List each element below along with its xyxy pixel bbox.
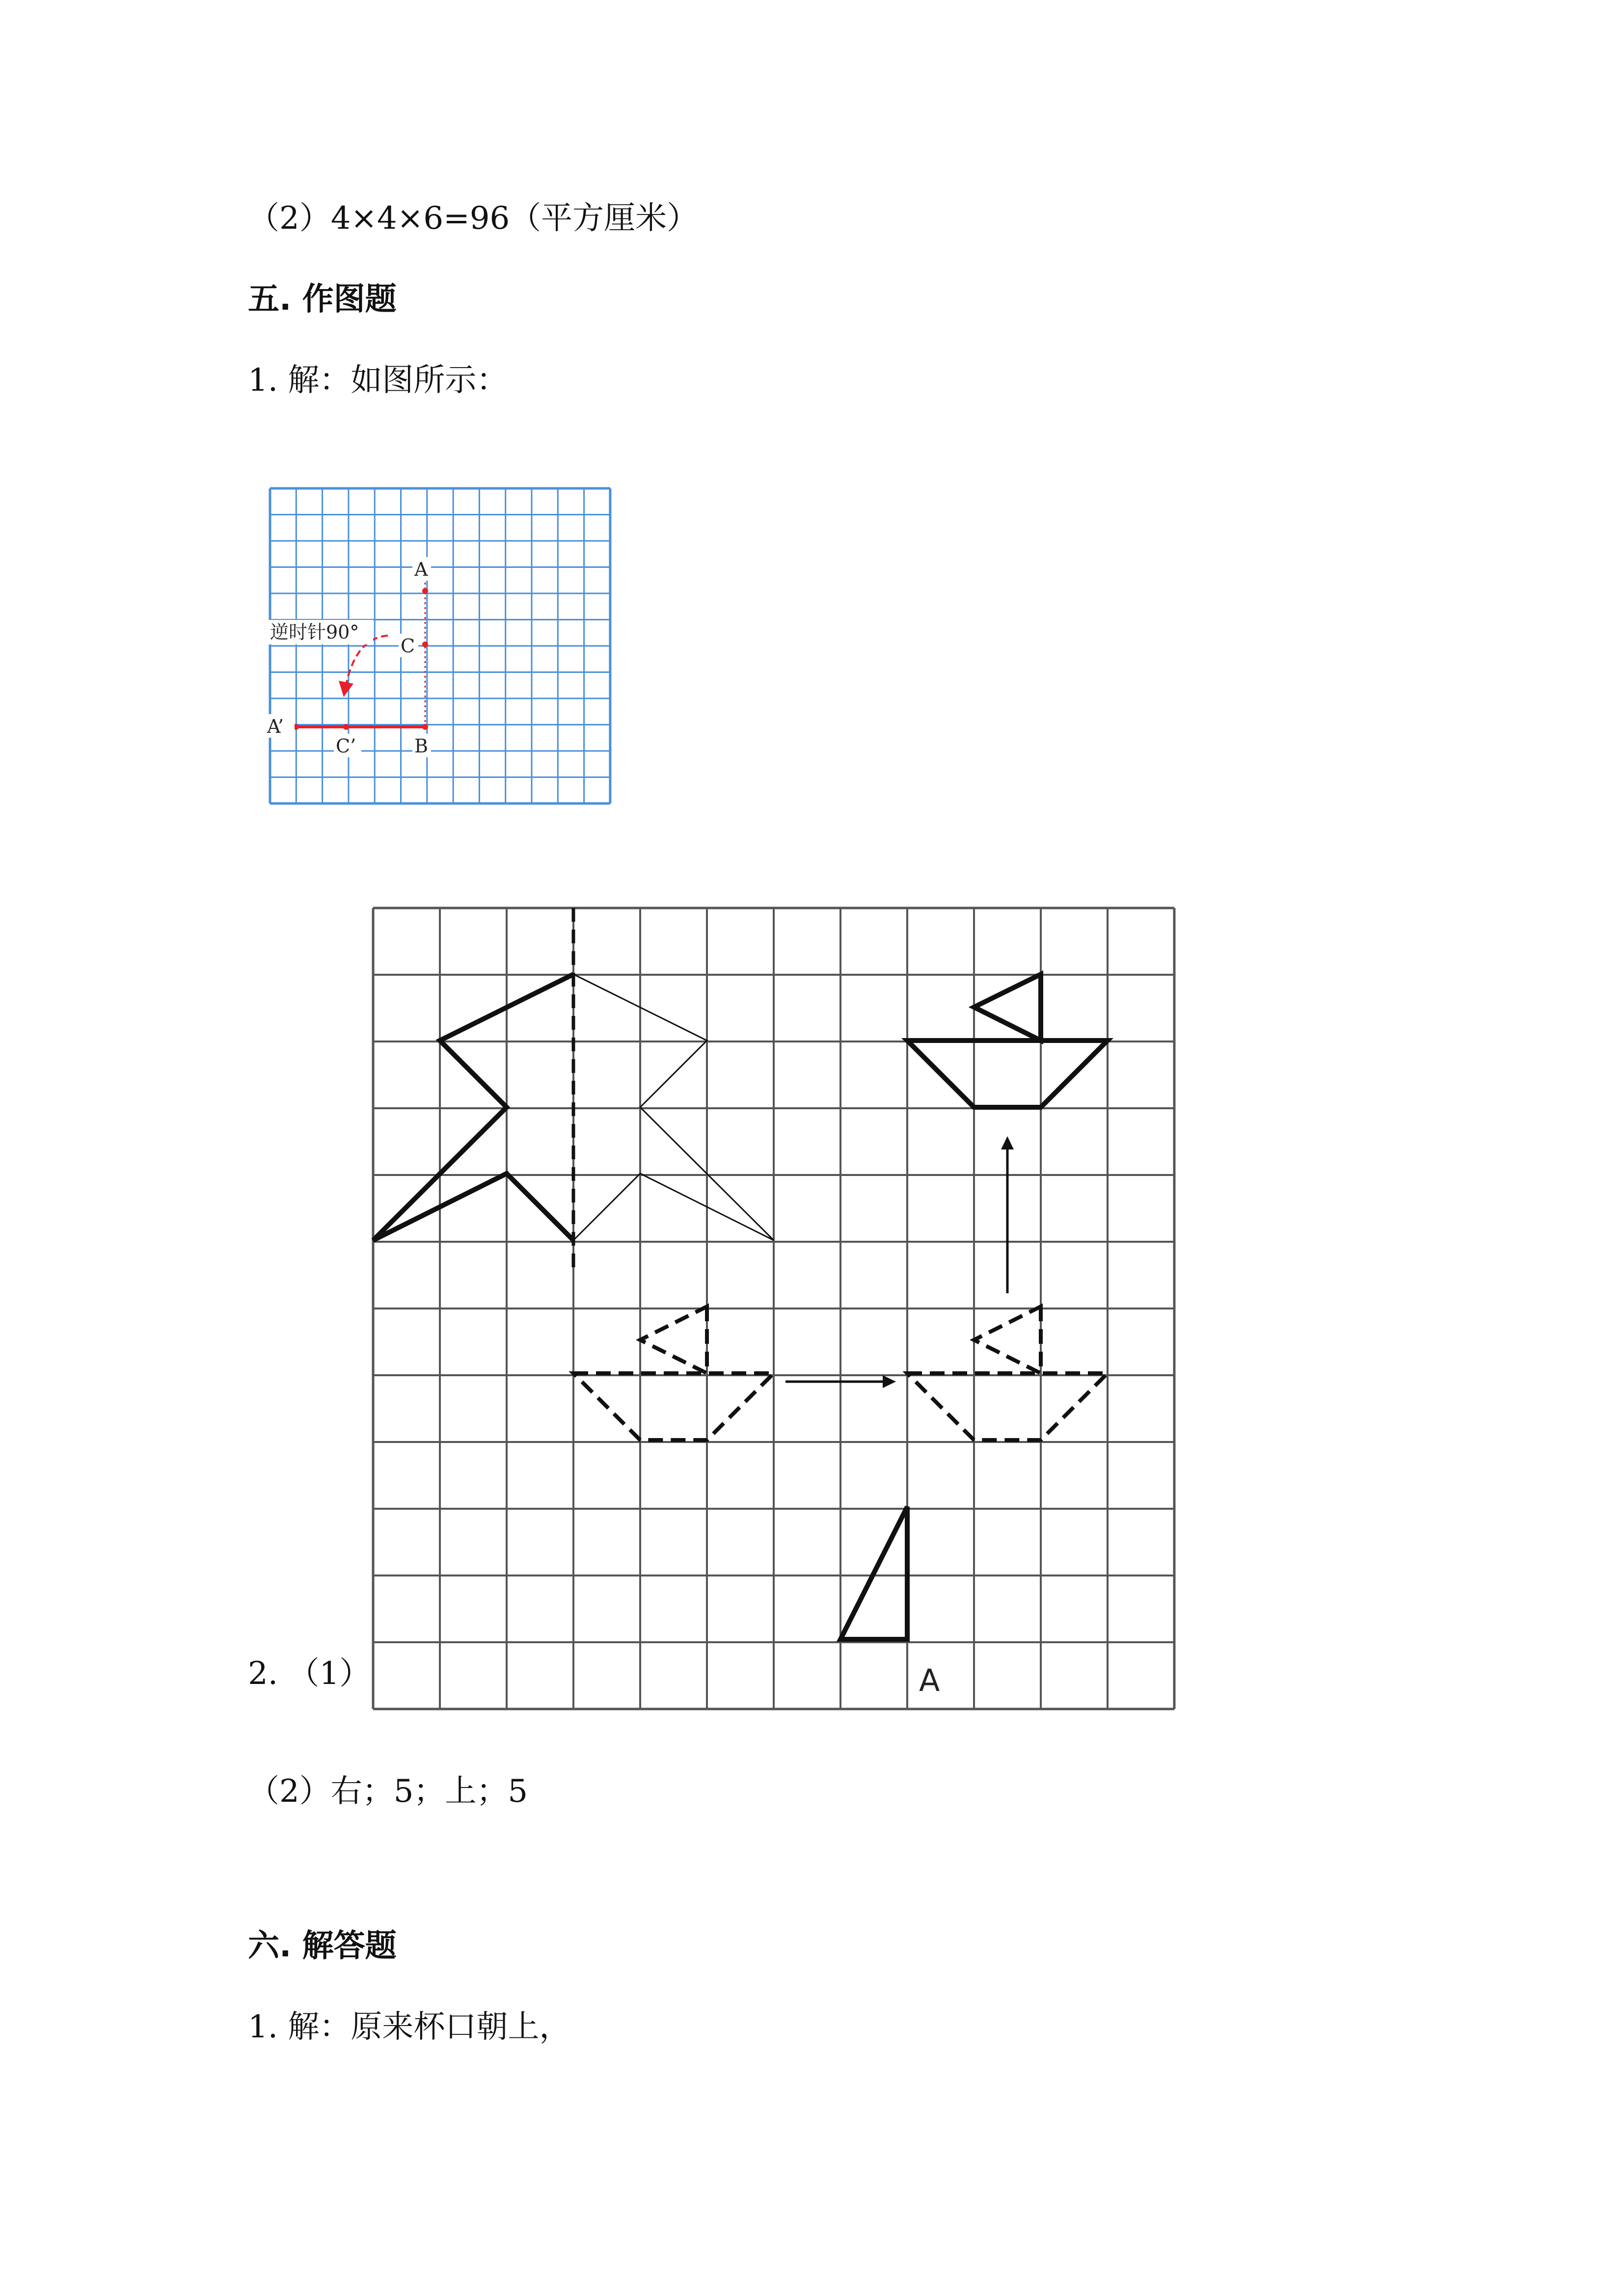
section-5-title: 五. 作图题 [248, 281, 397, 318]
boat-translated-right [907, 1307, 1108, 1440]
q6-1-answer: 1. 解：原来杯口朝上， [248, 2009, 571, 2045]
rotation-arrowhead-icon [339, 681, 353, 697]
label-c: C [401, 635, 415, 657]
q2-part2: （2）右；5；上；5 [248, 1773, 528, 1810]
boat-final [907, 974, 1108, 1107]
point-b [422, 724, 428, 730]
arrow-right-icon [883, 1375, 896, 1388]
black-grid [373, 908, 1174, 1709]
label-a: A [414, 559, 428, 580]
translation-figure [373, 908, 1188, 1723]
triangle-a-label: A [919, 1662, 940, 1698]
rotation-label: 逆时针90° [270, 621, 359, 643]
q1-answer: 1. 解：如图所示： [248, 362, 508, 399]
answer-4-2: （2）4×4×6=96（平方厘米） [248, 200, 699, 237]
section-6-title: 六. 解答题 [248, 1928, 397, 1964]
blue-grid [270, 488, 610, 803]
point-c [422, 641, 428, 647]
boat-original [573, 1307, 774, 1440]
q2-label: 2. （1） [248, 1655, 371, 1692]
label-b: B [414, 735, 428, 757]
point-c-prime [343, 724, 349, 730]
arrow-up-icon [1001, 1136, 1014, 1149]
label-c-prime: C’ [336, 735, 356, 757]
rotation-figure [265, 488, 614, 807]
label-a-prime: A’ [267, 716, 284, 737]
point-a [422, 588, 428, 594]
triangle-a [840, 1507, 907, 1639]
